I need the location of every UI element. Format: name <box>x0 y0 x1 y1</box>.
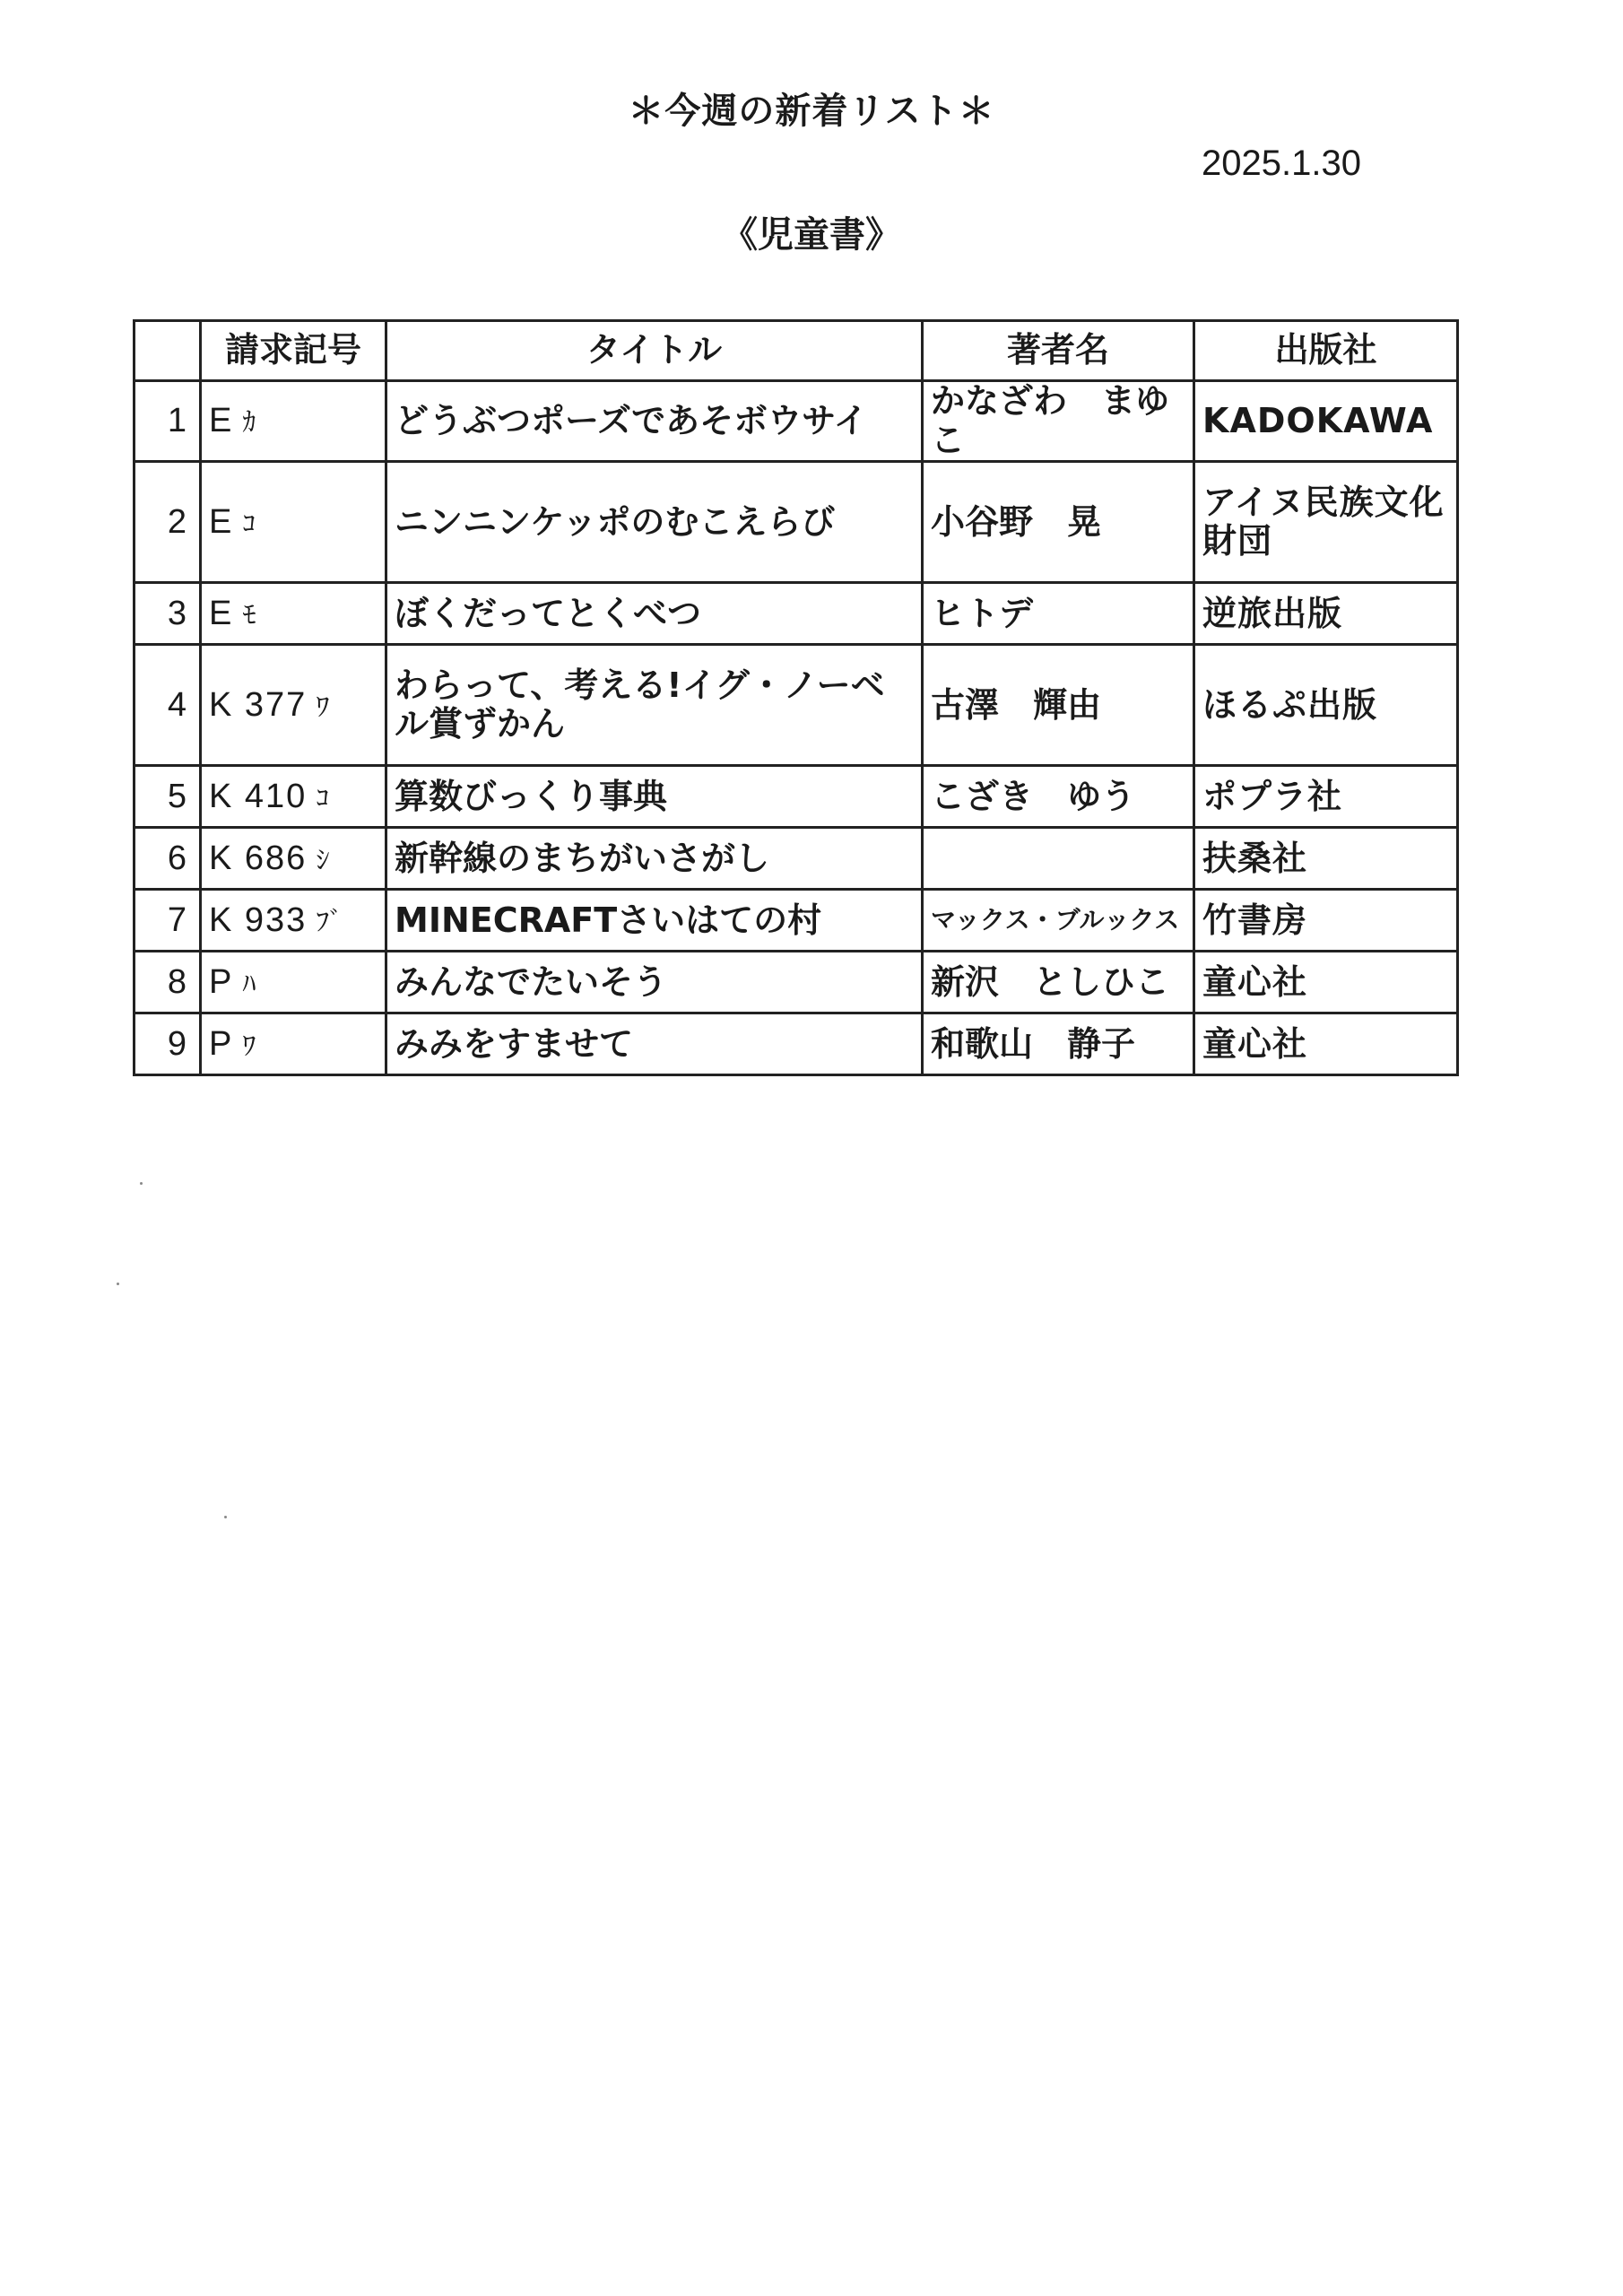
new-books-table <box>133 319 1459 1076</box>
call-kana: ﾊ <box>242 968 256 1000</box>
book-publisher: 童心社 <box>1194 1013 1458 1075</box>
column-header-call-number: 請求記号 <box>201 321 386 381</box>
book-publisher: アイヌ民族文化財団 <box>1194 462 1458 583</box>
book-author: 和歌山 静子 <box>923 1013 1194 1075</box>
page-title: ＊今週の新着リスト＊ <box>628 91 995 132</box>
book-title: わらって、考える!イグ・ノーベル賞ずかん <box>386 645 923 766</box>
call-number <box>201 828 386 890</box>
row-number: 4 <box>135 645 201 766</box>
table-row <box>135 952 1458 1013</box>
table-row <box>135 462 1458 583</box>
book-publisher: 竹書房 <box>1194 890 1458 952</box>
call-prefix: K 686 <box>209 839 308 877</box>
scan-speck <box>224 1516 227 1518</box>
row-number: 3 <box>135 583 201 645</box>
book-author: ヒトデ <box>923 583 1194 645</box>
row-number: 5 <box>135 766 201 828</box>
list-date: 2025.1.30 <box>1202 144 1361 183</box>
book-author <box>923 828 1194 890</box>
scan-speck <box>117 1283 119 1285</box>
column-header-number <box>135 321 201 381</box>
call-prefix: K 410 <box>209 777 308 815</box>
call-number <box>201 766 386 828</box>
row-number: 7 <box>135 890 201 952</box>
book-title: ニンニンケッポのむこえらび <box>386 462 923 583</box>
call-kana: ﾜ <box>316 691 330 723</box>
column-header-publisher: 出版社 <box>1194 321 1458 381</box>
book-author: 小谷野 晃 <box>923 462 1194 583</box>
call-kana: ﾜ <box>242 1030 256 1062</box>
book-publisher: 童心社 <box>1194 952 1458 1013</box>
call-number <box>201 890 386 952</box>
book-author: かなざわ まゆこ <box>923 381 1194 462</box>
book-title: 新幹線のまちがいさがし <box>386 828 923 890</box>
book-publisher: ほるぷ出版 <box>1194 645 1458 766</box>
table-row <box>135 1013 1458 1075</box>
call-number <box>201 381 386 462</box>
table-row <box>135 583 1458 645</box>
call-prefix: E <box>209 401 234 439</box>
book-author: 新沢 としひこ <box>923 952 1194 1013</box>
row-number: 8 <box>135 952 201 1013</box>
call-prefix: P <box>209 1024 234 1063</box>
table-row <box>135 645 1458 766</box>
book-author: マックス・ブルックス <box>923 890 1194 952</box>
book-publisher: 扶桑社 <box>1194 828 1458 890</box>
table-header-row <box>135 321 1458 381</box>
call-prefix: K 933 <box>209 900 308 939</box>
book-title: どうぶつポーズであそボウサイ <box>386 381 923 462</box>
book-title: 算数びっくり事典 <box>386 766 923 828</box>
book-publisher: KADOKAWA <box>1194 381 1458 462</box>
section-heading: 《児童書》 <box>722 214 901 256</box>
book-publisher: 逆旅出版 <box>1194 583 1458 645</box>
column-header-author: 著者名 <box>923 321 1194 381</box>
book-title: みみをすませて <box>386 1013 923 1075</box>
row-number: 6 <box>135 828 201 890</box>
call-kana: ﾓ <box>242 599 256 631</box>
table-row <box>135 890 1458 952</box>
column-header-title: タイトル <box>386 321 923 381</box>
call-kana: ｶ <box>242 406 256 439</box>
call-kana: ｺ <box>242 508 256 540</box>
row-number: 1 <box>135 381 201 462</box>
call-number <box>201 1013 386 1075</box>
book-author: こざき ゆう <box>923 766 1194 828</box>
table-row <box>135 766 1458 828</box>
call-kana: ﾌﾞ <box>316 906 343 938</box>
call-prefix: K 377 <box>209 685 308 724</box>
call-number <box>201 952 386 1013</box>
scan-speck <box>140 1182 143 1185</box>
call-number <box>201 462 386 583</box>
call-number <box>201 583 386 645</box>
call-prefix: P <box>209 962 234 1001</box>
table-row <box>135 381 1458 462</box>
book-title: みんなでたいそう <box>386 952 923 1013</box>
row-number: 2 <box>135 462 201 583</box>
call-prefix: E <box>209 594 234 632</box>
call-prefix: E <box>209 502 234 541</box>
call-kana: ｼ <box>316 844 330 876</box>
row-number: 9 <box>135 1013 201 1075</box>
book-title: MINECRAFTさいはての村 <box>386 890 923 952</box>
table-row <box>135 828 1458 890</box>
call-kana: ｺ <box>316 782 330 814</box>
call-number <box>201 645 386 766</box>
book-title: ぼくだってとくべつ <box>386 583 923 645</box>
book-author: 古澤 輝由 <box>923 645 1194 766</box>
book-publisher: ポプラ社 <box>1194 766 1458 828</box>
